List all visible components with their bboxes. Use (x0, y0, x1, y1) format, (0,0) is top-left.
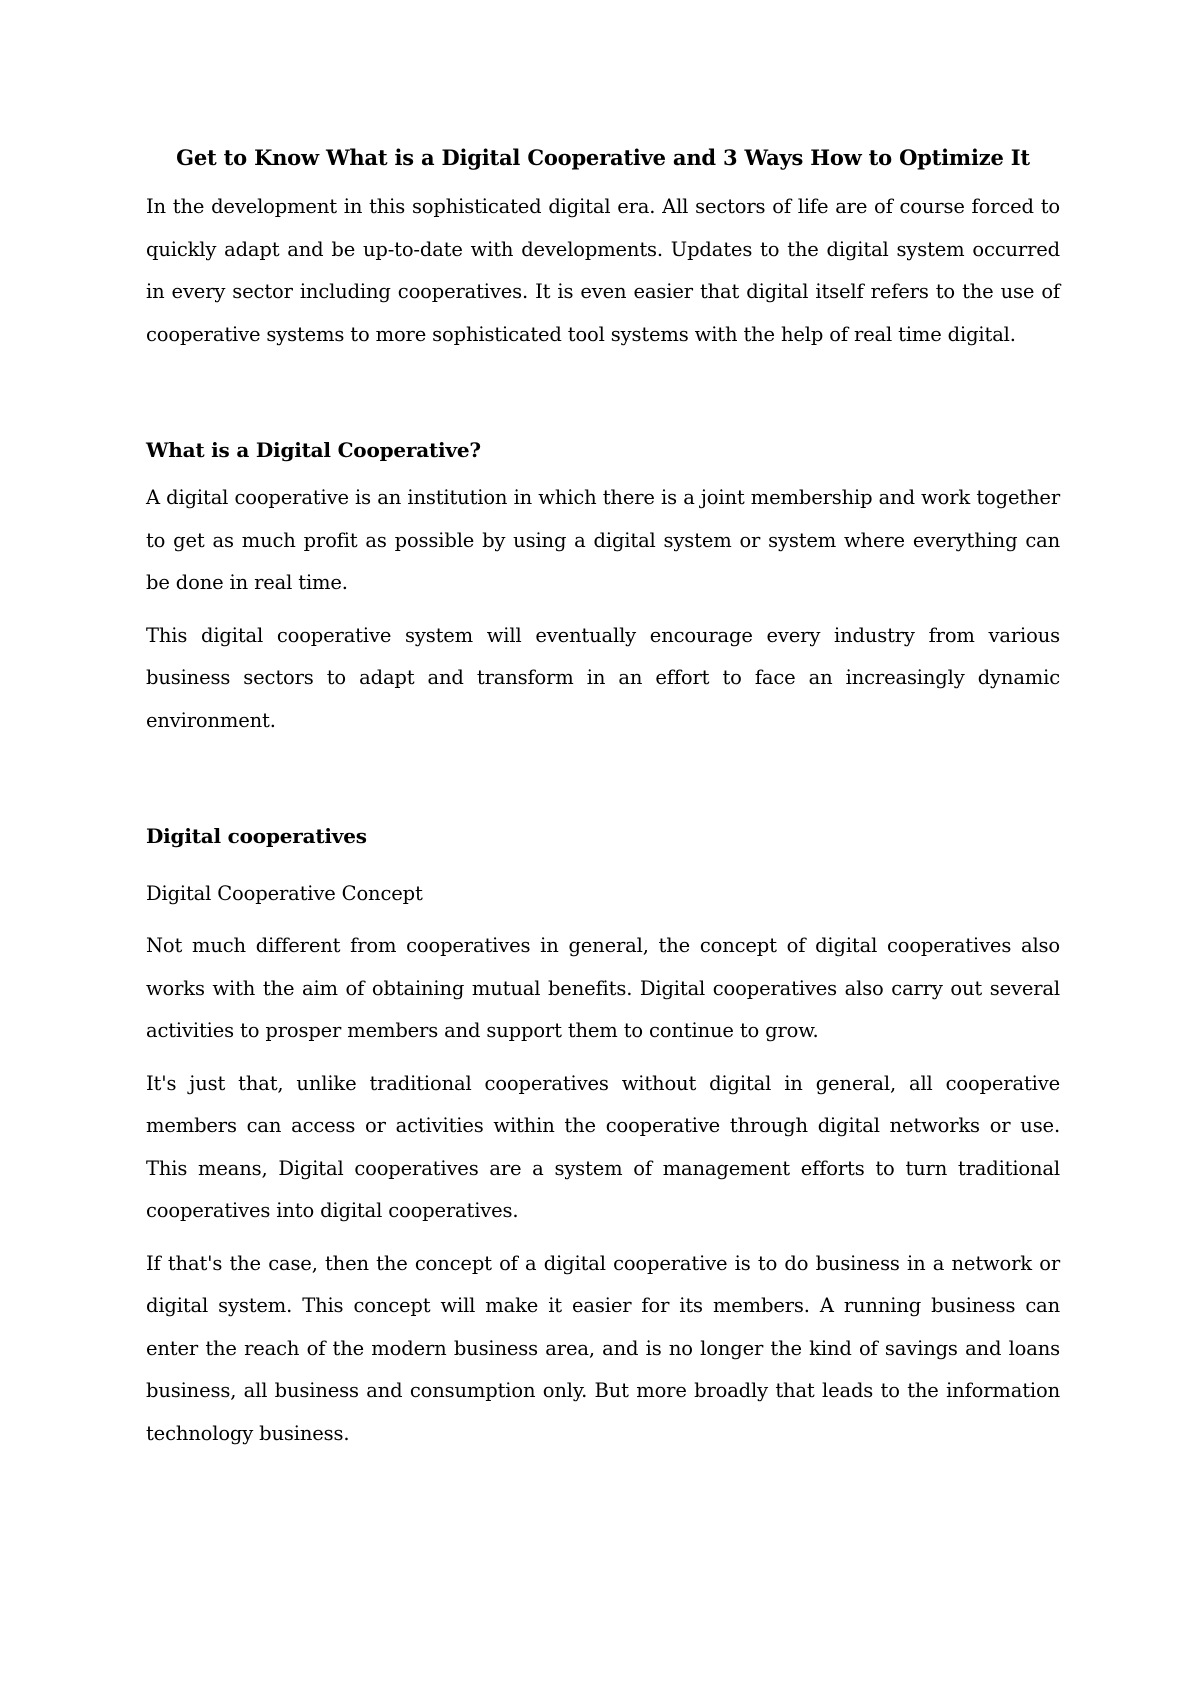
section2-paragraph: If that's the case, then the concept of a digital cooperative is to do business in a network or digital system. This concept will make it easier for its members. A running business can enter the reach of the modern business area, and is no longer the kind of savings and loans business, all business and consumption only. But more broadly that leads to the information technology business. (146, 1251, 1060, 1445)
section2-paragraph: It's just that, unlike traditional cooperatives without digital in general, all cooperative members can access or activities within the cooperative through digital networks or use. This means, Digital cooperatives are a system of management efforts to turn traditional cooperatives into digital cooperatives. (146, 1071, 1060, 1222)
section2-paragraph: Not much different from cooperatives in general, the concept of digital cooperatives also works with the aim of obtaining mutual benefits. Digital cooperatives also carry out several activities to prosper members and support them to continue to grow. (146, 934, 1060, 1042)
document-body (146, 143, 1060, 1455)
document-title: Get to Know What is a Digital Cooperative and 3 Ways How to Optimize It (176, 145, 1030, 170)
section1-paragraph: This digital cooperative system will eventually encourage every industry from various business sectors to adapt and transform in an effort to face an increasingly dynamic environment. (146, 623, 1060, 732)
section1-paragraph: A digital cooperative is an institution in which there is a joint membership and work together to get as much profit as possible by using a digital system or system where everything can be done in real time. (146, 486, 1060, 594)
section-heading-digital-cooperatives: Digital cooperatives (146, 824, 367, 848)
subheading-concept: Digital Cooperative Concept (146, 882, 423, 905)
intro-paragraph: In the development in this sophisticated digital era. All sectors of life are of course forced to quickly adapt and be up-to-date with developments. Updates to the digital system occurred in every sector including cooperatives. It is even easier that digital itself refers to the use of cooperative systems to more sophisticated tool systems with the help of real time digital. (146, 195, 1060, 346)
section-heading-what-is: What is a Digital Cooperative? (146, 438, 481, 462)
